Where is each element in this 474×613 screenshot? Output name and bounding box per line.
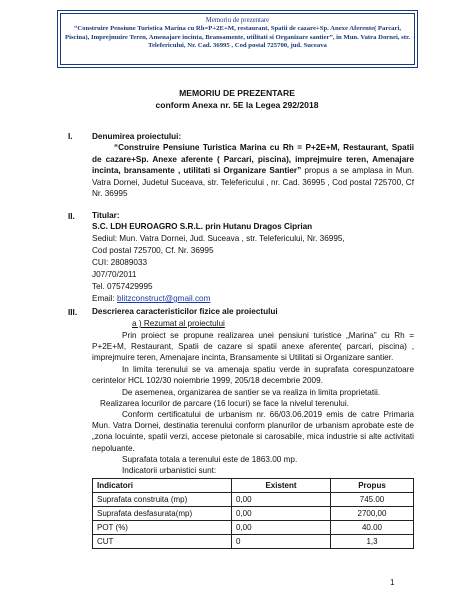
- section-1-heading: Denumirea proiectului:: [92, 132, 182, 141]
- project-name-text: “Construire Pensiune Turistica Marina cu Rh = P+2E+M, Restaurant, Spatii de cazare+Sp. Anexe aferente ( Parcari, piscina), imprejmuire teren, Amenajare incinta, bransamente , utilitati si Organizare Santier”: [92, 143, 414, 176]
- table-cell: 2700,00: [331, 507, 414, 521]
- table-cell: 0: [232, 535, 331, 549]
- table-cell: 1,3: [331, 535, 414, 549]
- table-header-cell: Propus: [331, 479, 414, 493]
- company-name: S.C. LDH EUROAGRO S.R.L. prin Hutanu Dragos Ciprian: [92, 222, 313, 231]
- paragraph-indicators-intro: Indicatorii urbanistici sunt:: [122, 466, 217, 475]
- email-link[interactable]: blitzconstruct@gmail.com: [117, 294, 211, 303]
- email-label: Email:: [92, 294, 118, 303]
- table-cell: 0,00: [232, 521, 331, 535]
- paragraph-site-org: De asemenea, organizarea de santier se va realiza in limita proprietatii.: [122, 388, 381, 397]
- table-cell: 745.00: [331, 493, 414, 507]
- table-header-cell: Indicatori: [93, 479, 232, 493]
- table-cell: 0,00: [232, 493, 331, 507]
- subsection-a-heading: a ) Rezumat al proiectului: [132, 319, 225, 328]
- company-cui: CUI: 28089033: [92, 258, 148, 267]
- company-email-row: [92, 293, 210, 304]
- page-title: MEMORIU DE PREZENTARE: [179, 88, 295, 98]
- header-title: Memoriu de prezentare: [205, 17, 270, 24]
- company-address: Sediul: Mun. Vatra Dornei, Jud. Suceava , str. Telefericului, Nr. 36995,: [92, 234, 345, 243]
- section-1-body: [92, 142, 414, 200]
- company-phone: Tel. 0757429995: [92, 282, 153, 291]
- document-header-box: [60, 13, 415, 65]
- table-cell: POT (%): [93, 521, 232, 535]
- paragraph-summary: Prin proiect se propune realizarea unei pensiuni turistice „Marina” cu Rh = P+2E+M, Restaurant, Spatii de cazare si spatii anexe aferente( parcari, piscina) , imprejmuire teren, Amenajare incinta, Bransamente si Utilitati si Organizare santier.: [92, 331, 414, 363]
- table-cell: 40.00: [331, 521, 414, 535]
- table-cell: CUT: [93, 535, 232, 549]
- project-location-text: propus a se amplasa in Mun. Vatra Dornei, Judetul Suceava, str. Telefericului , nr. Cad. 36995 , Cod postal 725700, Cf Nr. 36995: [92, 166, 414, 199]
- table-cell: 0,00: [232, 507, 331, 521]
- section-1-number: I.: [68, 132, 73, 141]
- section-3-number: III.: [68, 308, 78, 317]
- table-row: [93, 493, 414, 507]
- table-header-row: [93, 479, 414, 493]
- paragraph-green-space: In limita terenului se va amenaja spatiu verde in suprafata corespunzatoare cerintelor HCL 102/30 noiembrie 1999, 205/18 decembrie 2009.: [92, 365, 414, 386]
- section-3-heading: Descrierea caracteristicilor fizice ale proiectului: [92, 307, 278, 316]
- company-postal: Cod postal 725700, Cf. Nr. 36995: [92, 246, 214, 255]
- table-cell: Suprafata desfasurata(mp): [93, 507, 232, 521]
- table-row: [93, 535, 414, 549]
- section-2-heading: Titular:: [92, 211, 120, 220]
- paragraph-total-area: Suprafata totala a terenului este de 1863.00 mp.: [122, 455, 298, 464]
- table-row: [93, 521, 414, 535]
- table-row: [93, 507, 414, 521]
- urban-indicators-table: [92, 478, 414, 549]
- paragraph-urbanism: Conform certificatului de urbanism nr. 66/03.06.2019 emis de catre Primaria Mun. Vatra Dornei, destinatia terenului conform planurilor de urbanism aprobate este de „zona locuinte, spatii verzi, accese pietonale si carosabile, mica industrie si alte activitati nepoluante.: [92, 410, 414, 453]
- header-project-name: “Construire Pensiune Turistica Marina cu Rh=P+2E+M, restaurant, Spatii de cazare+Sp. Anexe Aferente( Parcari, Piscina), Imprejmuire Teren, Amenajare incinta, Bransamente, utilitati si Organizare santier”, in Mun. Vatra Dornei, str. Telefericului, Nr. Cad. 36995 , Cod postal 725700, jud. Suceava: [65, 25, 411, 49]
- paragraph-parking: Realizarea locurilor de parcare (16 locuri) se face la nivelul terenului.: [100, 399, 349, 408]
- company-registration: J07/70/2011: [92, 270, 137, 279]
- table-cell: Suprafata construita (mp): [93, 493, 232, 507]
- table-header-cell: Existent: [232, 479, 331, 493]
- section-2-number: II.: [68, 212, 75, 221]
- page-subtitle: conform Anexa nr. 5E la Legea 292/2018: [155, 100, 319, 110]
- page-number: 1: [390, 578, 395, 587]
